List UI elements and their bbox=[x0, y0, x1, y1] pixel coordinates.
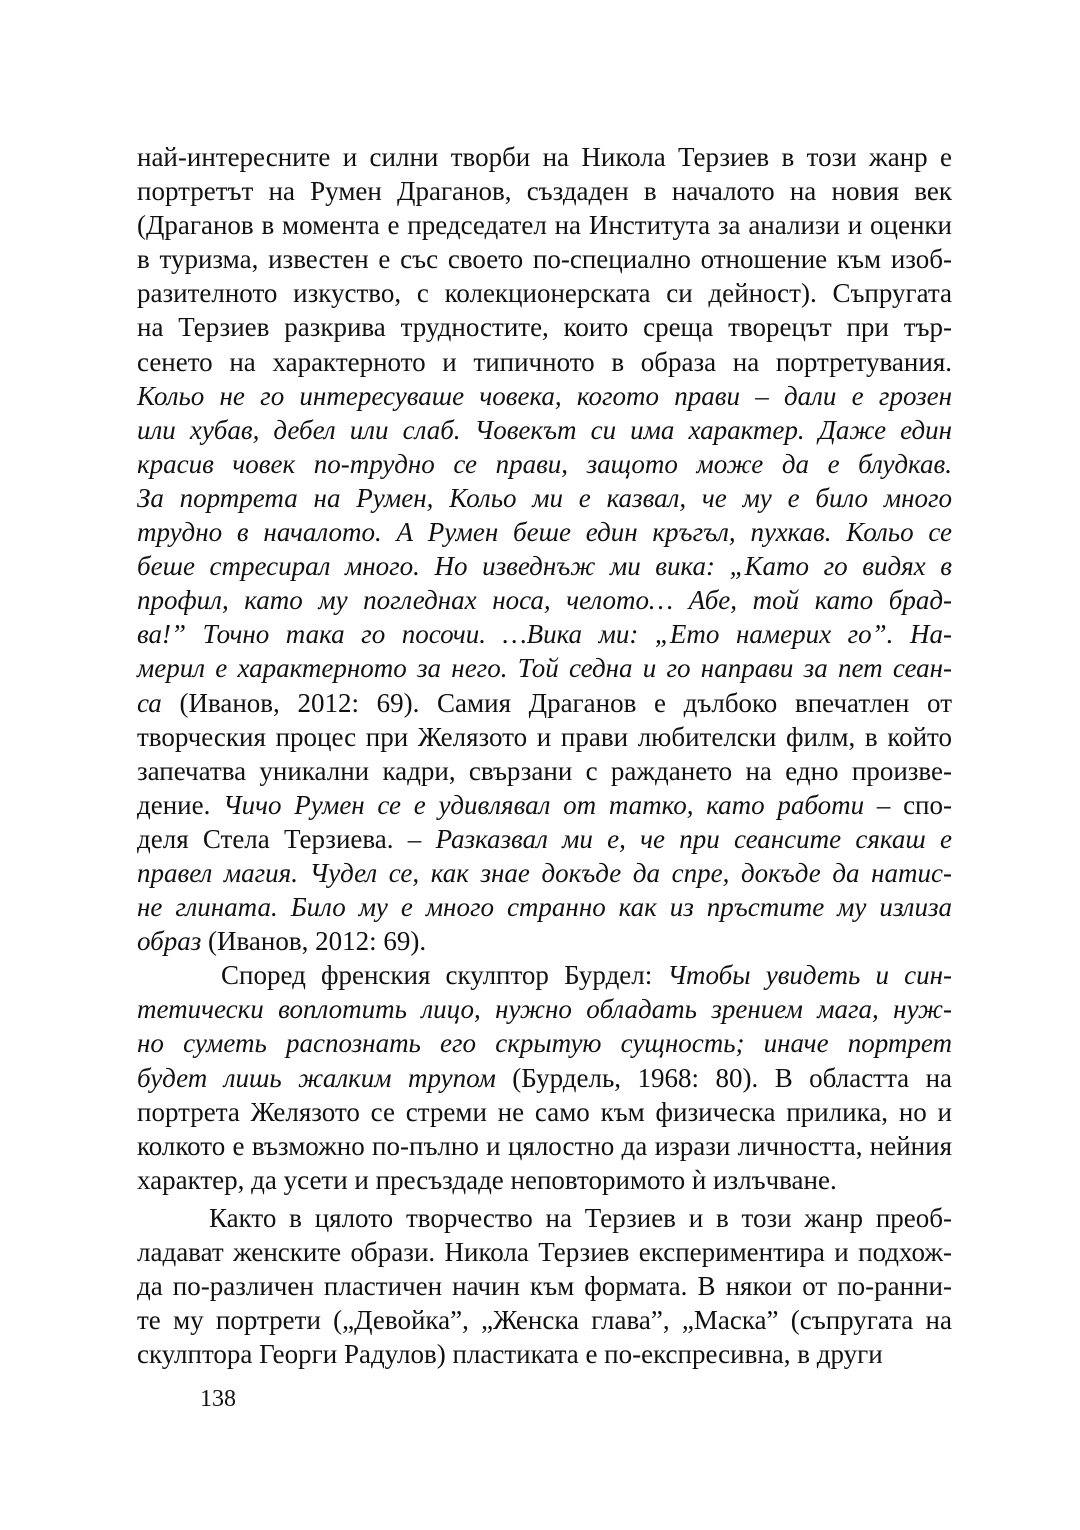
body-text-run: (Бурдель, 1968: 80). В областта на bbox=[495, 1062, 952, 1093]
italic-quote-text: Кольо не го интересуваше човека, когото прави – дали е грозен bbox=[137, 380, 952, 411]
body-text-run: най-интересните и силни творби на Никола Терзиев в този жанр е bbox=[137, 142, 952, 172]
italic-quote-text: ва!” Точно така го посочи. …Вика ми: „Ето намерих го”. На- bbox=[137, 619, 952, 650]
text-line bbox=[137, 242, 952, 276]
italic-quote-text: не глината. Било му е много странно как из пръстите му излиза bbox=[137, 892, 952, 923]
italic-quote-text: профил, като му погледнах носа, челото… Абе, той като брад- bbox=[137, 585, 952, 616]
body-text-run: ладават женските образи. Никола Терзиев експериментира и подхож- bbox=[137, 1237, 952, 1267]
text-line bbox=[137, 549, 952, 583]
text-line bbox=[137, 856, 952, 890]
body-text-run: – спо- bbox=[864, 789, 952, 820]
text-line bbox=[137, 413, 952, 447]
text-line bbox=[137, 1303, 952, 1337]
text-line bbox=[137, 515, 952, 549]
italic-quote-text: красив човек по-трудно се прави, защото може да е блудкав. bbox=[137, 448, 952, 479]
body-text-run: портрета Желязото се стреми не само към физическа прилика, но и bbox=[137, 1096, 952, 1127]
body-text-run: скулптора Георги Радулов) пластиката е по-експресивна, в други bbox=[137, 1339, 883, 1370]
body-text-run: творческия процес при Желязото и прави любителски филм, в който bbox=[137, 721, 952, 752]
text-line bbox=[137, 1163, 952, 1197]
body-text-run: Както в цялото творчество на Терзиев и в този жанр преоб- bbox=[209, 1202, 952, 1233]
text-line bbox=[137, 1129, 952, 1163]
text-line bbox=[137, 1235, 952, 1269]
text-line bbox=[137, 924, 952, 958]
text-line bbox=[137, 140, 952, 174]
body-text-run: колкото е възможно по-пълно и цялостно да изрази личността, нейния bbox=[137, 1130, 952, 1161]
text-line bbox=[137, 992, 952, 1026]
body-text bbox=[137, 140, 952, 1371]
text-line bbox=[137, 1337, 952, 1371]
text-line bbox=[137, 958, 952, 992]
paragraph-portrait-draganov bbox=[137, 140, 952, 958]
body-text-run: деля Стела Терзиева. – bbox=[137, 823, 436, 854]
italic-quote-text: трудно в началото. А Румен беше един кръгъл, пухкав. Кольо се bbox=[137, 517, 952, 548]
paragraph-female-portraits bbox=[137, 1201, 952, 1371]
italic-quote-text: мерил е характерното за него. Той седна и го направи за пет сеан- bbox=[137, 653, 952, 684]
text-line bbox=[137, 1095, 952, 1129]
text-line bbox=[137, 890, 952, 924]
text-line bbox=[137, 1201, 952, 1235]
body-text-run: характер, да усети и пресъздаде неповторимото ѝ излъчване. bbox=[137, 1164, 837, 1195]
text-line bbox=[137, 617, 952, 651]
body-text-run: сенето на характерното и типичното в образа на портретувания. bbox=[137, 346, 952, 377]
italic-quote-text: или хубав, дебел или слаб. Човекът си има характер. Даже един bbox=[137, 414, 952, 445]
italic-quote-text: Разказвал ми е, че при сеансите сякаш е bbox=[435, 823, 952, 854]
italic-quote-text: беше стресирал много. Но изведнъж ми вика: „Като го видях в bbox=[137, 551, 952, 582]
italic-quote-text: будет лишь жалким трупом bbox=[137, 1062, 496, 1093]
body-text-run: запечатва уникални кадри, свързани с раждането на едно произве- bbox=[137, 755, 952, 786]
text-line bbox=[137, 720, 952, 754]
body-text-run: (Драганов в момента е председател на Института за анализи и оценки bbox=[137, 210, 952, 241]
text-line bbox=[137, 1269, 952, 1303]
body-text-run: портретът на Румен Драганов, създаден в началото на новия век bbox=[137, 176, 952, 207]
text-line bbox=[137, 208, 952, 242]
text-line bbox=[137, 1026, 952, 1060]
italic-quote-text: тетически воплотить лицо, нужно обладать зрением мага, нуж- bbox=[137, 994, 952, 1025]
text-line bbox=[137, 583, 952, 617]
text-line bbox=[137, 1061, 952, 1095]
body-text-run: дение. bbox=[137, 789, 224, 820]
text-line bbox=[137, 345, 952, 379]
body-text-run: да по-различен пластичен начин към формата. В някои от по-ранни- bbox=[137, 1271, 952, 1302]
italic-quote-text: но суметь распознать его скрытую сущность; иначе портрет bbox=[137, 1028, 952, 1059]
text-line bbox=[137, 481, 952, 515]
italic-quote-text: са bbox=[137, 687, 162, 718]
body-text-run: Според френския скулптор Бурдел: bbox=[221, 960, 668, 991]
paragraph-bourdelle-quote bbox=[137, 958, 952, 1197]
text-line bbox=[137, 651, 952, 685]
text-line bbox=[137, 447, 952, 481]
italic-quote-text: Чтобы увидеть и син- bbox=[667, 960, 952, 991]
body-text-run: в туризма, известен е със своето по-специално отношение към изоб- bbox=[137, 244, 952, 275]
text-line bbox=[137, 174, 952, 208]
text-line bbox=[137, 822, 952, 856]
body-text-run: разителното изкуство, с колекционерската си дейност). Съпругата bbox=[137, 278, 952, 309]
italic-quote-text: правел магия. Чудел се, как знае докъде да спре, докъде да натис- bbox=[137, 857, 952, 888]
italic-quote-text: образ bbox=[137, 926, 202, 957]
text-line bbox=[137, 276, 952, 310]
text-line bbox=[137, 788, 952, 822]
italic-quote-text: За портрета на Румен, Кольо ми е казвал, че му е било много bbox=[137, 482, 952, 513]
text-line bbox=[137, 754, 952, 788]
text-line bbox=[137, 379, 952, 413]
body-text-run: те му портрети („Девойка”, „Женска глава”, „Маска” (съпругата на bbox=[137, 1305, 952, 1336]
body-text-run: (Иванов, 2012: 69). Самия Драганов е дълбоко впечатлен от bbox=[161, 687, 952, 718]
body-text-run: (Иванов, 2012: 69). bbox=[201, 926, 427, 957]
text-line bbox=[137, 310, 952, 344]
text-line bbox=[137, 686, 952, 720]
italic-quote-text: Чичо Румен се е удивлявал от татко, като работи bbox=[223, 789, 865, 820]
body-text-run: на Терзиев разкрива трудностите, които среща творецът при тър- bbox=[137, 312, 952, 343]
page-number: 138 bbox=[200, 1386, 236, 1412]
